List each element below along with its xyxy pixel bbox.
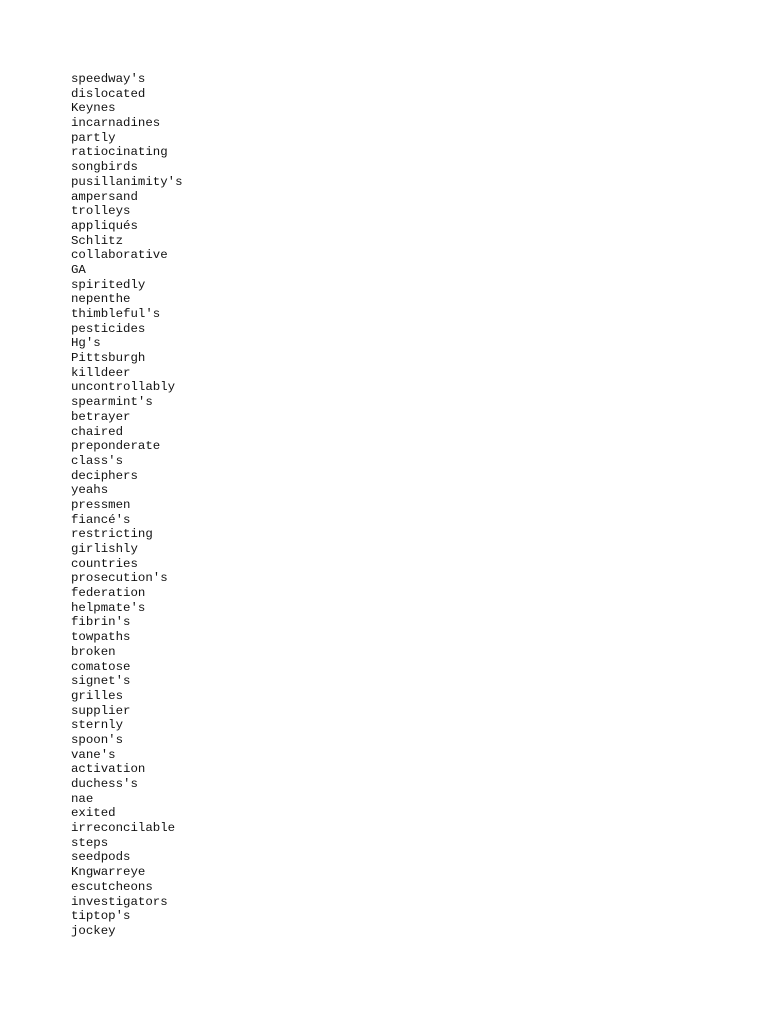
word-list-item: activation	[71, 762, 146, 777]
word-list-item: betrayer	[71, 409, 131, 424]
word-list-item: appliqués	[71, 218, 138, 233]
word-list-item: grilles	[71, 688, 124, 703]
word-list-item: speedway's	[71, 72, 146, 86]
word-list-item: federation	[71, 586, 146, 601]
word-list-item: killdeer	[71, 365, 131, 380]
word-list-item: pusillanimity's	[71, 174, 183, 189]
word-list-item: towpaths	[71, 630, 131, 645]
word-list-item: Keynes	[71, 101, 116, 116]
word-list-item: supplier	[71, 703, 131, 718]
word-list-item: restricting	[71, 527, 153, 542]
word-list-item: pressmen	[71, 497, 131, 512]
word-list-item: nae	[71, 791, 94, 806]
word-list-item: comatose	[71, 659, 131, 674]
word-list-item: spearmint's	[71, 395, 153, 410]
word-list-item: Schlitz	[71, 233, 124, 248]
word-list-item: vane's	[71, 747, 116, 762]
word-list-item: songbirds	[71, 160, 138, 175]
word-list-item: Hg's	[71, 336, 101, 351]
word-list-item: exited	[71, 806, 116, 821]
word-list-item: girlishly	[71, 542, 138, 556]
word-list-item: chaired	[71, 424, 124, 439]
word-list-item: GA	[71, 262, 86, 277]
word-list-item: ampersand	[71, 189, 138, 204]
word-list-item: spoon's	[71, 732, 124, 747]
word-list-item: dislocated	[71, 86, 146, 101]
word-list-item: tiptop's	[71, 909, 131, 924]
word-list-item: incarnadines	[71, 116, 161, 131]
word-list-item: deciphers	[71, 468, 138, 483]
word-list-item: signet's	[71, 674, 131, 689]
word-list-item: yeahs	[71, 483, 109, 498]
word-list-item: thimbleful's	[71, 307, 161, 321]
word-list-item: uncontrollably	[71, 380, 176, 395]
word-list-item: collaborative	[71, 248, 168, 263]
word-list-item: nepenthe	[71, 292, 131, 307]
word-list-item: broken	[71, 644, 116, 659]
word-list-item: countries	[71, 556, 138, 571]
word-list-item: fibrin's	[71, 615, 131, 630]
word-list-item: class's	[71, 453, 124, 468]
word-list-item: preponderate	[71, 439, 161, 454]
word-list-item: irreconcilable	[71, 821, 176, 836]
word-list-item: Kngwarreye	[71, 865, 146, 880]
word-list-item: pesticides	[71, 321, 146, 336]
word-list-item: jockey	[71, 923, 116, 938]
word-list-item: Pittsburgh	[71, 351, 146, 366]
word-list-item: trolleys	[71, 204, 131, 219]
word-list-item: steps	[71, 835, 109, 850]
word-list-item: investigators	[71, 894, 168, 909]
word-list-item: prosecution's	[71, 571, 168, 586]
word-list-item: duchess's	[71, 777, 138, 791]
word-list-item: escutcheons	[71, 879, 153, 894]
word-list-item: sternly	[71, 718, 124, 733]
word-list	[71, 72, 183, 939]
word-list-item: fiancé's	[71, 512, 131, 527]
word-list-item: helpmate's	[71, 600, 146, 615]
word-list-item: ratiocinating	[71, 145, 168, 160]
word-list-item: spiritedly	[71, 277, 146, 292]
word-list-item: seedpods	[71, 850, 131, 865]
word-list-item: partly	[71, 130, 116, 145]
